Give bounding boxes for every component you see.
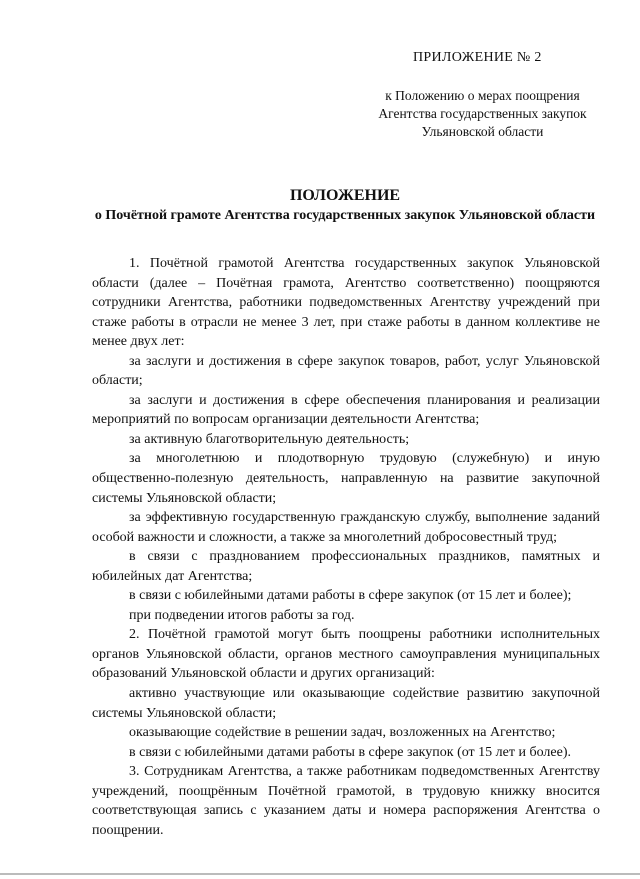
- list-item: за заслуги и достижения в сфере закупок товаров, работ, услуг Ульяновской области;: [92, 353, 600, 389]
- list-item: оказывающие содействие в решении задач, возложенных на Агентство;: [129, 725, 556, 741]
- document-title: ПОЛОЖЕНИЕ: [289, 187, 401, 204]
- document-subtitle: о Почётной грамоте Агентства государственных закупок Ульяновской области: [94, 208, 596, 223]
- list-item: за многолетнюю и плодотворную трудовую (служебную) и иную общественно-полезную деятельность, направленную на развитие закупочной системы Ульяновской области;: [92, 451, 600, 506]
- list-item: в связи с празднованием профессиональных праздников, памятных и юбилейных дат Агентства;: [92, 549, 600, 584]
- document-body: [92, 254, 600, 840]
- scan-edge-line: [0, 873, 640, 875]
- paragraph-2: 2. Почётной грамотой могут быть поощрены работники исполнительных органов Ульяновской области, органов местного самоуправления муниципальных образований Ульяновской области и других организаций:: [92, 627, 600, 682]
- list-item: при подведении итогов работы за год.: [129, 607, 355, 623]
- list-item: активно участвующие или оказывающие содействие развитию закупочной системы Ульяновской области;: [92, 686, 600, 721]
- list-item: за активную благотворительную деятельность;: [129, 431, 410, 447]
- list-item: за эффективную государственную гражданскую службу, выполнение заданий особой важности и сложности, а также за многолетний добросовестный труд;: [92, 510, 600, 545]
- appendix-reference: к Положению о мерах поощрения Агентства государственных закупок Ульяновской области: [378, 88, 587, 139]
- list-item: в связи с юбилейными датами работы в сфере закупок (от 15 лет и более).: [129, 744, 572, 760]
- appendix-title: ПРИЛОЖЕНИЕ № 2: [413, 50, 542, 65]
- paragraph-1: 1. Почётной грамотой Агентства государственных закупок Ульяновской области (далее – Почётная грамота, Агентство соответственно) поощряются сотрудники Агентства, работники подведомственных Агентству учреждений при стаже работы в отрасли не менее 3 лет, при стаже работы в данном коллективе не менее двух лет:: [92, 256, 600, 350]
- list-item: в связи с юбилейными датами работы в сфере закупок (от 15 лет и более);: [129, 588, 572, 604]
- paragraph-3: 3. Сотрудникам Агентства, а также работникам подведомственных Агентству учреждений, поощрённым Почётной грамотой, в трудовую книжку вносится соответствующая запись с указанием даты и номера распоряжения Агентства о поощрении.: [92, 764, 600, 838]
- list-item: за заслуги и достижения в сфере обеспечения планирования и реализации мероприятий по вопросам организации деятельности Агентства;: [92, 392, 600, 428]
